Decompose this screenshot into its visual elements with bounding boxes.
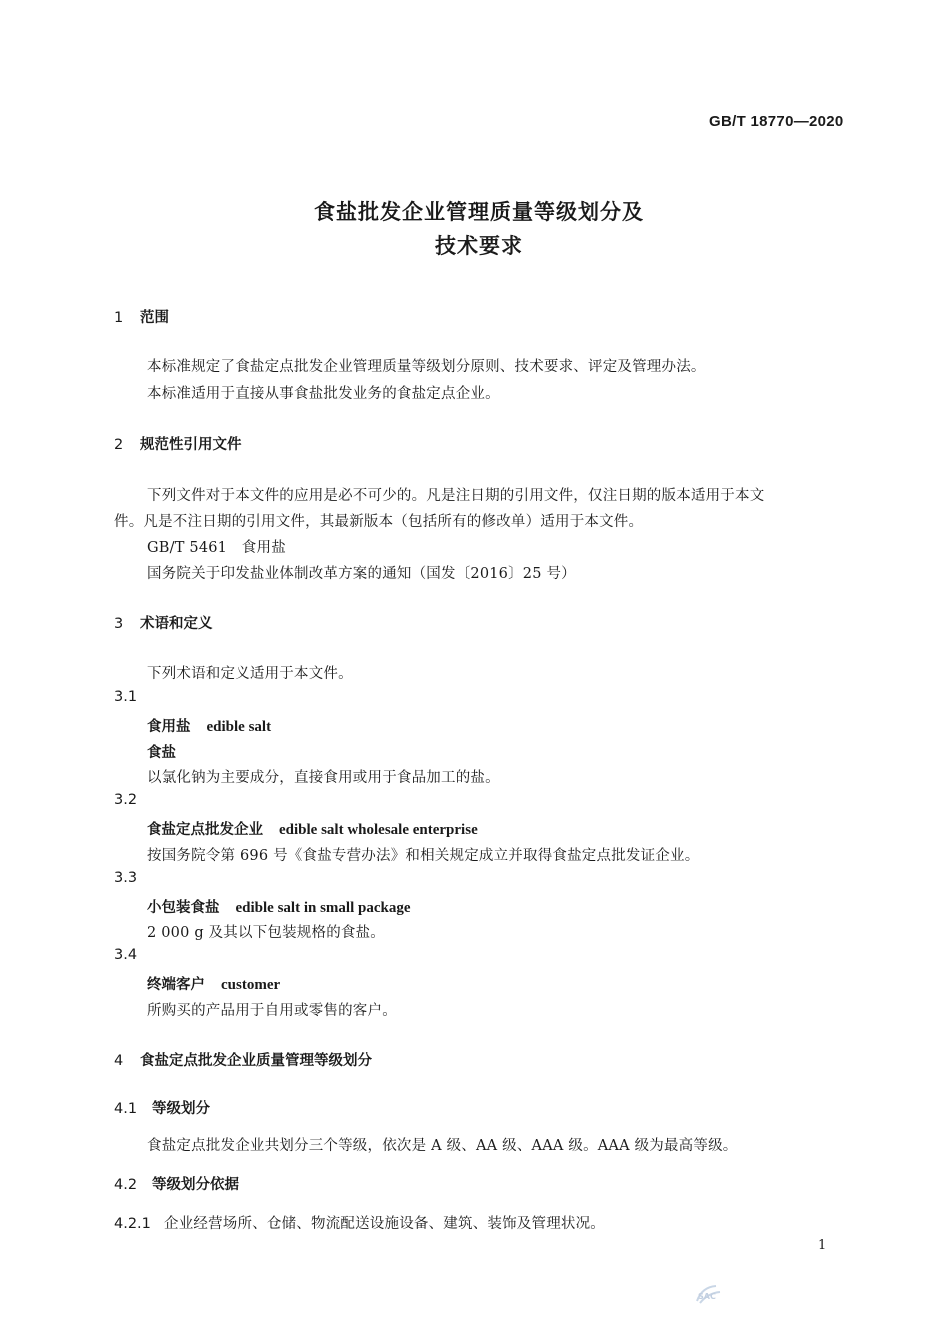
term-zh: 小包装食盐	[147, 900, 220, 916]
standard-number: GB/T 18770—2020	[709, 113, 844, 130]
clause-4-2-1	[114, 1212, 605, 1233]
section-1-heading	[114, 306, 169, 327]
term-3-4-name	[147, 973, 280, 994]
term-3-3-number: 3.3	[114, 870, 138, 886]
term-3-1-number: 3.1	[114, 689, 138, 705]
normative-reference-2: 国务院关于印发盐业体制改革方案的通知（国发〔2016〕25 号）	[147, 566, 576, 582]
term-3-2-definition: 按国务院令第 696 号《食盐专营办法》和相关规定成立并取得食盐定点批发证企业。	[147, 848, 700, 864]
term-3-1-alt-name: 食盐	[147, 745, 176, 761]
clause-number: 4.2.1	[114, 1216, 151, 1232]
term-zh: 食盐定点批发企业	[147, 822, 263, 838]
section-number: 2	[114, 437, 124, 453]
section-title: 范围	[140, 310, 169, 326]
page-number: 1	[818, 1238, 827, 1253]
term-3-3-definition: 2 000 g 及其以下包装规格的食盐。	[147, 925, 386, 941]
subsection-number: 4.2	[114, 1177, 138, 1193]
term-en: edible salt wholesale enterprise	[279, 822, 478, 838]
clause-text: 企业经营场所、仓储、物流配送设施设备、建筑、装饰及管理状况。	[164, 1216, 605, 1232]
term-3-1-definition: 以氯化钠为主要成分，直接食用或用于食品加工的盐。	[147, 770, 500, 786]
svg-text:SAC: SAC	[698, 1292, 716, 1301]
term-3-4-definition: 所购买的产品用于自用或零售的客户。	[147, 1003, 397, 1019]
subsection-4-1-heading	[114, 1097, 210, 1118]
section-number: 4	[114, 1053, 124, 1069]
subsection-4-2-heading	[114, 1173, 239, 1194]
section-1-paragraph-2: 本标准适用于直接从事食盐批发业务的食盐定点企业。	[147, 386, 500, 402]
subsection-title: 等级划分依据	[152, 1177, 239, 1193]
section-2-paragraph-line-1: 下列文件对于本文件的应用是必不可少的。凡是注日期的引用文件，仅注日期的版本适用于本文	[147, 488, 765, 504]
subsection-title: 等级划分	[152, 1101, 210, 1117]
normative-reference-1: GB/T 5461 食用盐	[147, 540, 286, 556]
term-3-3-name	[147, 896, 411, 917]
section-title: 规范性引用文件	[140, 437, 242, 453]
term-3-2-number: 3.2	[114, 792, 138, 808]
subsection-number: 4.1	[114, 1101, 138, 1117]
document-title-line1: 食盐批发企业管理质量等级划分及	[314, 200, 644, 224]
section-1-paragraph-1: 本标准规定了食盐定点批发企业管理质量等级划分原则、技术要求、评定及管理办法。	[147, 359, 706, 375]
term-en: customer	[221, 977, 281, 993]
section-2-heading	[114, 433, 242, 454]
section-title: 术语和定义	[140, 616, 213, 632]
term-en: edible salt	[206, 719, 272, 735]
section-3-intro: 下列术语和定义适用于本文件。	[147, 666, 353, 682]
section-3-heading	[114, 612, 213, 633]
sac-logo-icon	[694, 1283, 722, 1305]
document-title-line2: 技术要求	[435, 234, 523, 258]
subsection-4-1-paragraph: 食盐定点批发企业共划分三个等级，依次是 A 级、AA 级、AAA 级。AAA 级为最高等级。	[147, 1138, 738, 1154]
term-3-2-name	[147, 818, 478, 839]
section-number: 1	[114, 310, 124, 326]
section-number: 3	[114, 616, 124, 632]
term-zh: 食用盐	[147, 719, 191, 735]
term-en: edible salt in small package	[235, 900, 411, 916]
section-4-heading	[114, 1049, 372, 1070]
term-3-1-name	[147, 715, 271, 736]
term-3-4-number: 3.4	[114, 947, 138, 963]
section-title: 食盐定点批发企业质量管理等级划分	[140, 1053, 372, 1069]
section-2-paragraph-line-2: 件。凡是不注日期的引用文件，其最新版本（包括所有的修改单）适用于本文件。	[114, 514, 644, 530]
term-zh: 终端客户	[147, 977, 205, 993]
